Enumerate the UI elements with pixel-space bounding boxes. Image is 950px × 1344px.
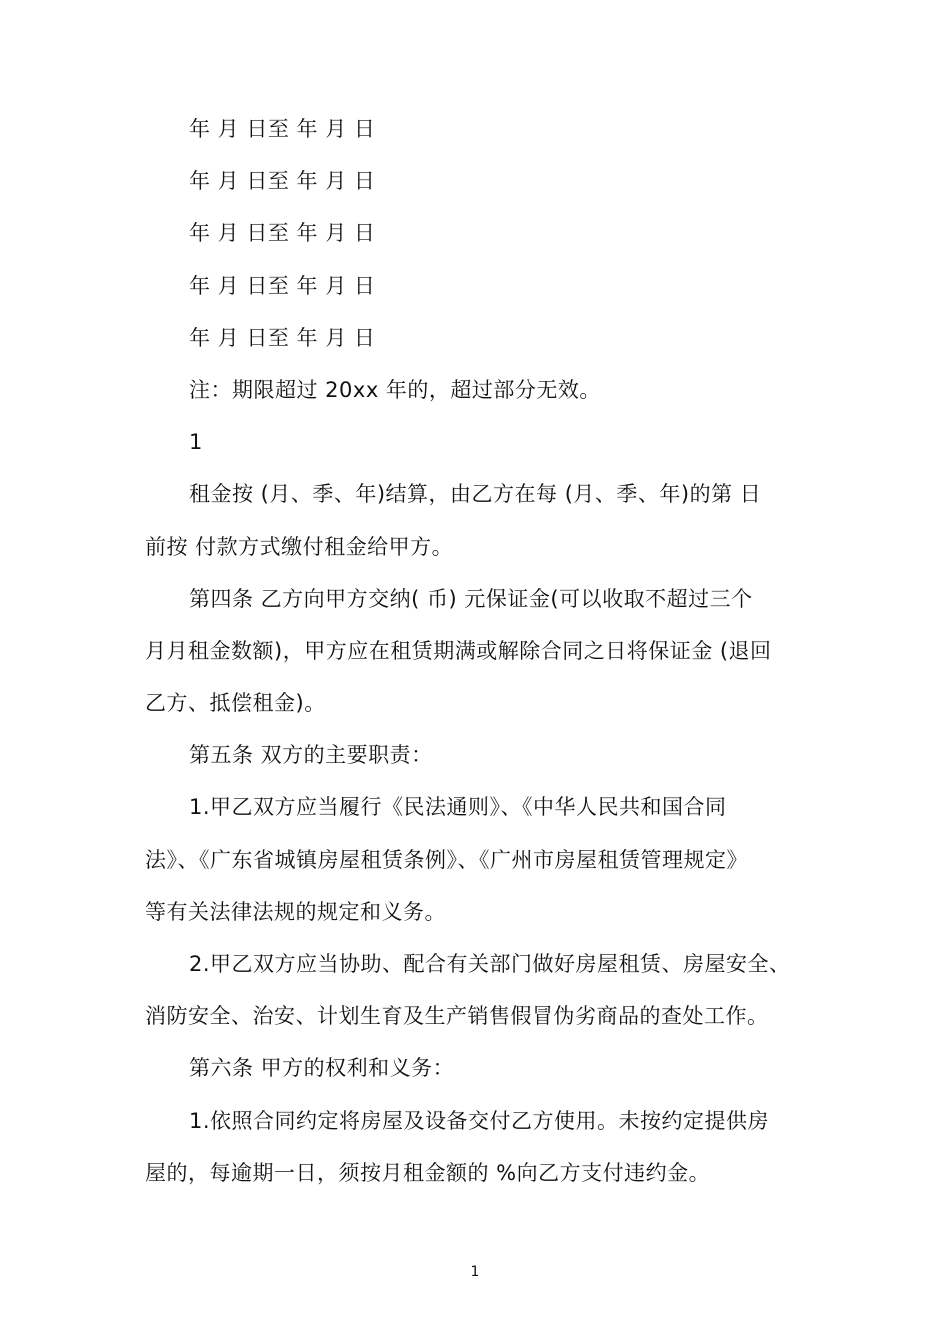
- date-range-line-5: 年 月 日至 年 月 日: [189, 325, 376, 350]
- page-number: 1: [470, 1264, 480, 1280]
- article-5-item-1-line-1: 1.甲乙双方应当履行《民法通则》、《中华人民共和国合同: [189, 795, 727, 820]
- article-5-item-2-line-1: 2.甲乙双方应当协助、配合有关部门做好房屋租赁、房屋安全、: [189, 952, 791, 976]
- date-range-line-1: 年 月 日至 年 月 日: [189, 117, 376, 141]
- article-6-item-1-line-2: 屋的，每逾期一日，须按月租金额的 %向乙方支付违约金。: [145, 1160, 711, 1185]
- article-4-line-1: 第四条 乙方向甲方交纳( 币) 元保证金(可以收取不超过三个: [189, 586, 753, 611]
- date-range-line-4: 年 月 日至 年 月 日: [189, 273, 376, 298]
- article-6-heading: 第六条 甲方的权利和义务：: [189, 1056, 455, 1081]
- article-5-item-2-line-2: 消防安全、治安、计划生育及生产销售假冒伪劣商品的查处工作。: [145, 1004, 769, 1029]
- article-6-item-1-line-1: 1.依照合同约定将房屋及设备交付乙方使用。未按约定提供房: [189, 1108, 770, 1133]
- article-4-line-2: 月月租金数额)，甲方应在租赁期满或解除合同之日将保证金 (退回: [145, 638, 772, 663]
- article-5-item-1-line-3: 等有关法律法规的规定和义务。: [145, 899, 446, 924]
- document-body: [145, 103, 835, 1199]
- article-4-line-3: 乙方、抵偿租金)。: [145, 691, 326, 716]
- date-range-line-3: 年 月 日至 年 月 日: [189, 221, 376, 246]
- inline-number: 1: [189, 430, 203, 455]
- article-5-item-1-line-2: 法》、《广东省城镇房屋租赁条例》、《广州市房屋租赁管理规定》: [145, 847, 748, 872]
- note-line: 注：期限超过 20xx 年的，超过部分无效。: [189, 377, 601, 402]
- article-5-heading: 第五条 双方的主要职责：: [189, 743, 433, 768]
- rent-paragraph-line-1: 租金按 (月、季、年)结算，由乙方在每 (月、季、年)的第 日: [189, 482, 762, 507]
- date-range-line-2: 年 月 日至 年 月 日: [189, 169, 376, 194]
- rent-paragraph-line-2: 前按 付款方式缴付租金给甲方。: [145, 534, 454, 559]
